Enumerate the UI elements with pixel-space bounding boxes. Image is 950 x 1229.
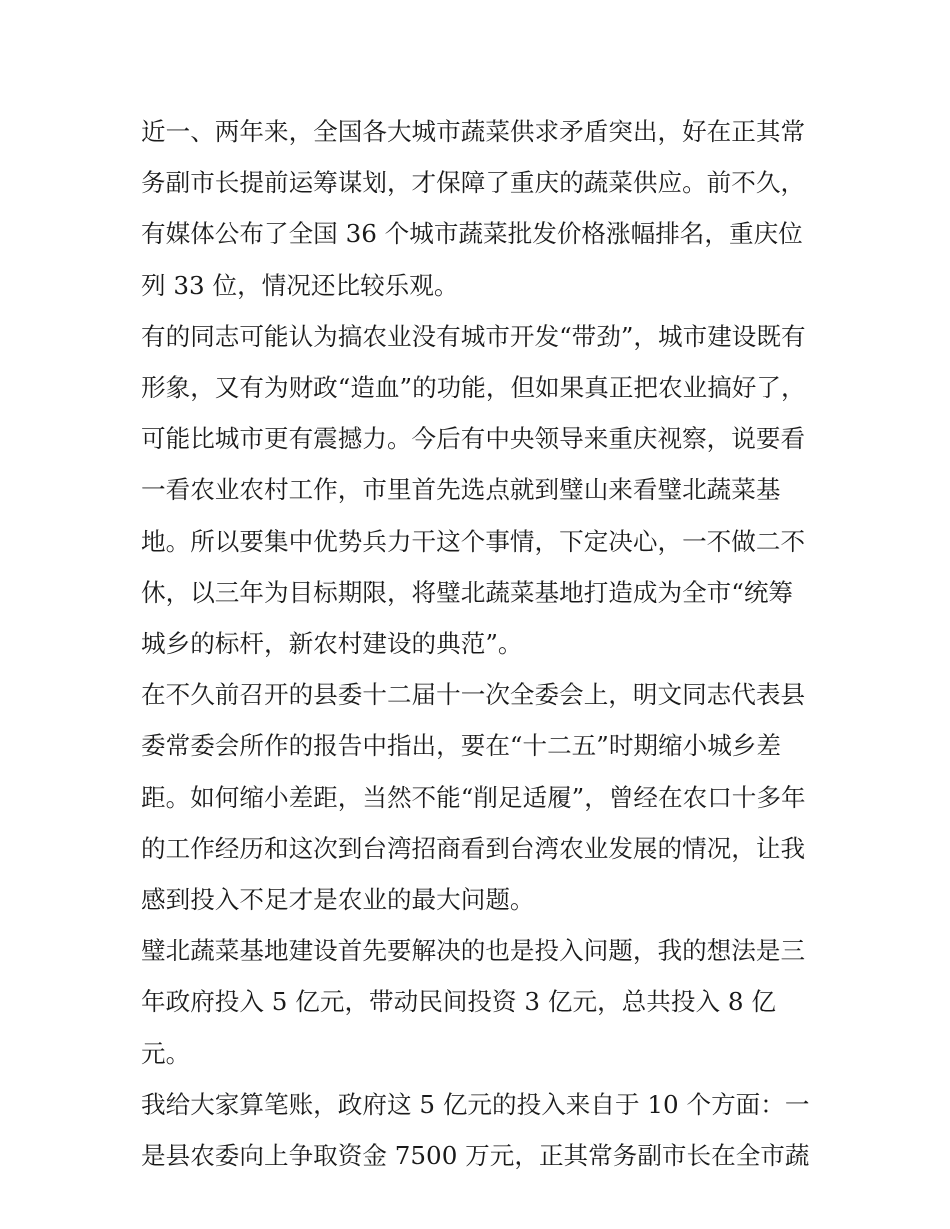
paragraph-4: 璧北蔬菜基地建设首先要解决的也是投入问题，我的想法是三 年政府投入 5 亿元，带动民间投资 3 亿元，总共投入 8 亿元。 我给大家算笔账，政府这 5 亿元的投入来自于 10 个方面：一 是县农委向上争取资金 7500 万元，正其常务副市长在全市蔬 <box>141 936 810 1171</box>
paragraph-1: 近一、两年来，全国各大城市蔬菜供求矛盾突出，好在正其常 务副市长提前运筹谋划，才保障了重庆的蔬菜供应。前不久， 有媒体公布了全国 36 个城市蔬菜批发价格涨幅排名，重庆位 列 33 位，情况还比较乐观。 <box>141 117 806 300</box>
paragraph-2: 有的同志可能认为搞农业没有城市开发“带劲”，城市建设既有 形象，又有为财政“造血”的功能，但如果真正把农业搞好了， 可能比城市更有震撼力。今后有中央领导来重庆视察，说要看 一看农业农村工作，市里首先选点就到璧山来看璧北蔬菜基 地。所以要集中优势兵力干这个事情，下定决心，一不做二不 休，以三年为目标期限，将璧北蔬菜基地打造成为全市“统筹 城乡的标杆，新农村建设的典范”。 <box>141 321 806 659</box>
document-body <box>141 106 821 1181</box>
paragraph-3: 在不久前召开的县委十二届十一次全委会上，明文同志代表县 委常委会所作的报告中指出，要在“十二五”时期缩小城乡差 距。如何缩小差距，当然不能“削足适履”，曾经在农口十多年 的工作经历和这次到台湾招商看到台湾农业发展的情况，让我 感到投入不足才是农业的最大问题。 <box>141 680 806 915</box>
